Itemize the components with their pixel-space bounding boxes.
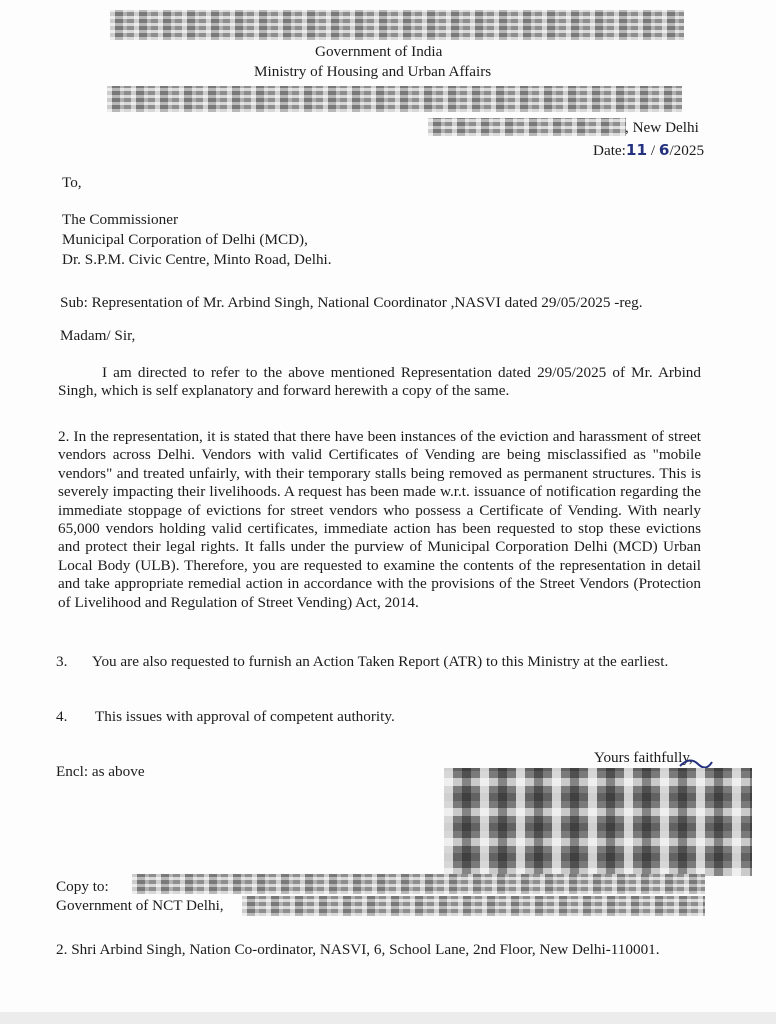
closing: Yours faithfully, — [594, 749, 693, 766]
copy-label: Copy to: — [56, 878, 109, 895]
date — [593, 141, 704, 160]
header-ministry: Ministry of Housing and Urban Affairs — [254, 63, 492, 80]
paragraph-2: 2. In the representation, it is stated that there have been instances of the eviction and harassment of street vendors across Delhi. Vendors with valid Certificates of Vending are being misclassified as "mobile vendors" and treated unfairly, with their temporary stalls being removed as permanent structures. This is severely impacting their livelihoods. A request has been made w.r.t. issuance of notification regarding the immediate stoppage of evictions for street vendors who possess a Certificate of Vending. With nearly 65,000 vendors holding valid certificates, immediate action has been requested to stop these evictions and protect their legal rights. It falls under the purview of Municipal Corporation Delhi (MCD) Urban Local Body (ULB). Therefore, you are requested to examine the contents of the representation in detail and take appropriate remedial action in accordance with the provisions of the Street Vendors (Protection of Livelihood and Regulation of Street Vending) Act, 2014. — [58, 428, 701, 611]
redacted-header-bottom — [107, 86, 682, 112]
copy-item-2: 2. Shri Arbind Singh, Nation Co-ordinator, NASVI, 6, School Lane, 2nd Floor, New Delhi-110001. — [56, 941, 660, 958]
copy-line1: Government of NCT Delhi, — [56, 897, 224, 914]
addressee-line3: Dr. S.P.M. Civic Centre, Minto Road, Delhi. — [62, 251, 332, 268]
paragraph-3-number: 3. — [56, 653, 68, 670]
date-month: 6 — [658, 141, 670, 159]
date-separator: / — [647, 142, 659, 159]
date-label: Date: — [593, 142, 626, 159]
to-label: To, — [62, 174, 82, 191]
enclosure: Encl: as above — [56, 763, 145, 780]
addressee-line1: The Commissioner — [62, 211, 179, 228]
paragraph-1: I am directed to refer to the above mentioned Representation dated 29/05/2025 of Mr. Arbind Singh, which is self explanatory and forward herewith a copy of the same. — [58, 364, 701, 400]
addressee-line2: Municipal Corporation of Delhi (MCD), — [62, 231, 308, 248]
date-day: 11 — [625, 141, 648, 159]
salutation: Madam/ Sir, — [60, 327, 136, 344]
place: , New Delhi — [625, 119, 699, 136]
date-year: /2025 — [669, 142, 705, 159]
header-government: Government of India — [315, 43, 443, 60]
paragraph-3: You are also requested to furnish an Action Taken Report (ATR) to this Ministry at the earliest. — [92, 653, 669, 670]
redacted-address — [428, 118, 626, 136]
redacted-signature-block — [444, 768, 752, 876]
redacted-header-top — [110, 10, 684, 40]
subject-line: Sub: Representation of Mr. Arbind Singh, National Coordinator ,NASVI dated 29/05/2025 -reg. — [60, 294, 643, 311]
redacted-copy-line2 — [242, 896, 705, 916]
redacted-copy-line1 — [132, 874, 705, 894]
paragraph-4-number: 4. — [56, 708, 68, 725]
page-bottom-edge — [0, 1012, 776, 1024]
paragraph-4: This issues with approval of competent authority. — [95, 708, 395, 725]
